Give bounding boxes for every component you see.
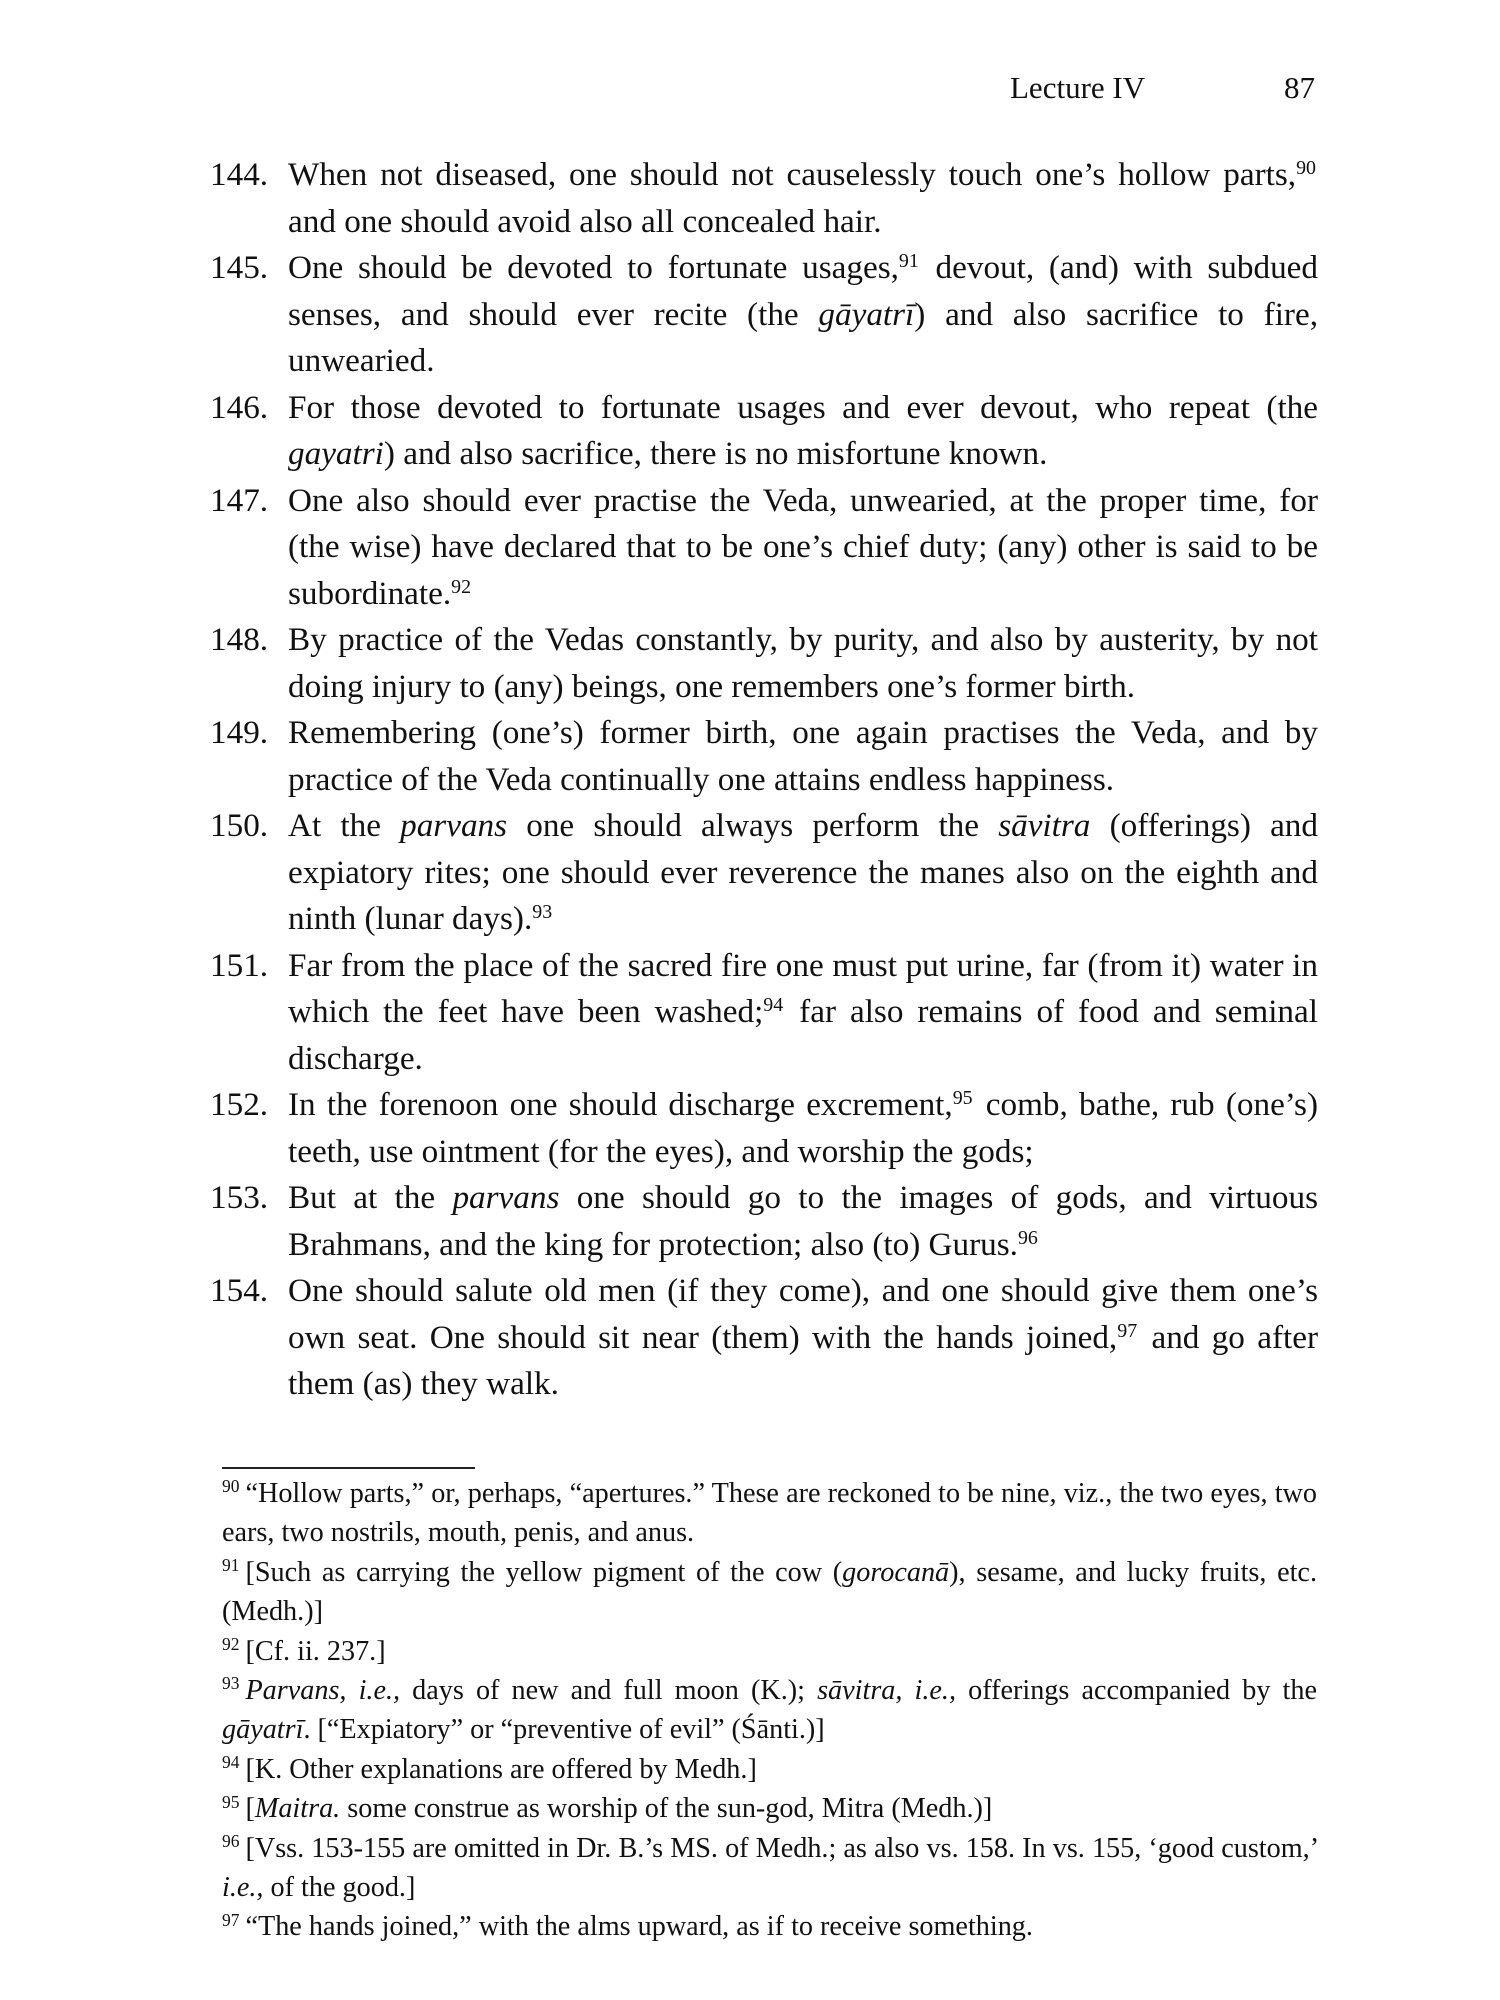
footnote-97 <box>222 1907 1317 1946</box>
footnote-94 <box>222 1750 1317 1789</box>
verse-number: 149. <box>210 714 269 751</box>
verse-text: At the parvans one should always perform the sāvitra (offerings) and expiatory rites; one should ever reverence the manes also on the eighth and ninth (lunar days).$^{93}$ <box>288 807 1318 937</box>
footnote-marker: 90 <box>222 1476 240 1497</box>
page-number: 87 <box>1284 70 1315 105</box>
verse-151 <box>210 943 1318 1083</box>
verse-text: By practice of the Vedas constantly, by purity, and also by austerity, by not doing injury to (any) beings, one remembers one’s former birth. <box>288 621 1318 705</box>
footnote-text: “The hands joined,” with the alms upward, as if to receive something. <box>245 1911 1033 1943</box>
footnote-list <box>222 1474 1317 1947</box>
verse-number: 145. <box>210 249 269 286</box>
footnote-text: [Maitra. some construe as worship of the sun-god, Mitra (Medh.)] <box>245 1793 993 1825</box>
verse-number: 147. <box>210 481 269 519</box>
footnote-separator <box>222 1467 475 1469</box>
footnote-text: [Such as carrying the yellow pigment of the cow (gorocanā), sesame, and lucky fruits, etc. (Medh.)] <box>222 1556 1317 1628</box>
footnote-90 <box>222 1474 1317 1553</box>
footnote-marker: 94 <box>222 1752 240 1773</box>
verse-list <box>210 152 1318 1408</box>
footnote-marker: 95 <box>222 1791 240 1812</box>
verse-text: In the forenoon one should discharge excrement,$^{95}$ comb, bathe, rub (one’s) teeth, use ointment (for the eyes), and worship the gods; <box>288 1086 1318 1170</box>
running-header <box>1010 70 1315 110</box>
verse-147 <box>210 478 1318 618</box>
verse-number: 152. <box>210 1086 269 1123</box>
footnote-text: “Hollow parts,” or, perhaps, “apertures.” These are reckoned to be nine, viz., the two eyes, two ears, two nostrils, mouth, penis, and anus. <box>222 1478 1317 1549</box>
verse-text: When not diseased, one should not causelessly touch one’s hollow parts,$^{90}$ and one should avoid also all concealed hair. <box>288 156 1316 240</box>
footnote-marker: 96 <box>222 1831 240 1852</box>
verse-text: One should salute old men (if they come), and one should give them one’s own seat. One should sit near (them) with the hands joined,$^{97}$ and go after them (as) they walk. <box>288 1272 1319 1402</box>
verse-text: Remembering (one’s) former birth, one again practises the Veda, and by practice of the Veda continually one attains endless happiness. <box>288 714 1318 798</box>
verse-152 <box>210 1082 1318 1175</box>
footnote-96 <box>222 1829 1317 1908</box>
verse-number: 151. <box>210 946 269 984</box>
verse-154 <box>210 1268 1318 1408</box>
verse-number: 154. <box>210 1272 269 1309</box>
verse-153 <box>210 1175 1318 1268</box>
verse-146 <box>210 385 1318 478</box>
footnote-95 <box>222 1789 1317 1828</box>
verse-number: 146. <box>210 388 269 426</box>
verse-number: 150. <box>210 807 269 844</box>
verse-149 <box>210 710 1318 803</box>
verse-text: Far from the place of the sacred fire one must put urine, far (from it) water in which the feet have been washed;$^{94}$ far also remains of food and seminal discharge. <box>288 946 1318 1077</box>
footnote-text: [Vss. 153-155 are omitted in Dr. B.’s MS. of Medh.; as also vs. 158. In vs. 155, ‘good custom,’ i.e., of the good.] <box>222 1832 1317 1904</box>
verse-145 <box>210 245 1318 385</box>
verse-150 <box>210 803 1318 943</box>
running-title: Lecture IV <box>1010 70 1146 105</box>
verse-number: 144. <box>210 156 269 193</box>
verse-text: One also should ever practise the Veda, unwearied, at the proper time, for (the wise) have declared that to be one’s chief duty; (any) other is said to be subordinate.$^{92}$ <box>288 481 1318 612</box>
footnote-marker: 92 <box>222 1634 240 1655</box>
footnote-text: [Cf. ii. 237.] <box>245 1635 386 1667</box>
verse-148 <box>210 617 1318 710</box>
footnote-text: Parvans, i.e., days of new and full moon (K.); sāvitra, i.e., offerings accompanied by the gāyatrī. [“Expiatory” or “preventive of evil” (Śānti.)] <box>222 1675 1317 1746</box>
footnote-marker: 93 <box>222 1673 240 1694</box>
footnote-91 <box>222 1553 1317 1632</box>
verse-144 <box>210 152 1318 245</box>
verse-text: For those devoted to fortunate usages and ever devout, who repeat (the gayatri) and also sacrifice, there is no misfortune known. <box>288 388 1318 472</box>
footnote-93 <box>222 1671 1317 1750</box>
verse-text: One should be devoted to fortunate usages,$^{91}$ devout, (and) with subdued senses, and should ever recite (the gāyatrī) and also sacrifice to fire, unwearied. <box>288 249 1318 379</box>
footnote-marker: 97 <box>222 1909 240 1930</box>
footnote-92 <box>222 1632 1317 1671</box>
verse-text: But at the parvans one should go to the images of gods, and virtuous Brahmans, and the king for protection; also (to) Gurus.$^{96}$ <box>288 1179 1318 1263</box>
verse-number: 148. <box>210 621 269 658</box>
footnote-text: [K. Other explanations are offered by Medh.] <box>245 1753 757 1785</box>
verse-number: 153. <box>210 1179 269 1216</box>
footnote-marker: 91 <box>222 1555 240 1576</box>
